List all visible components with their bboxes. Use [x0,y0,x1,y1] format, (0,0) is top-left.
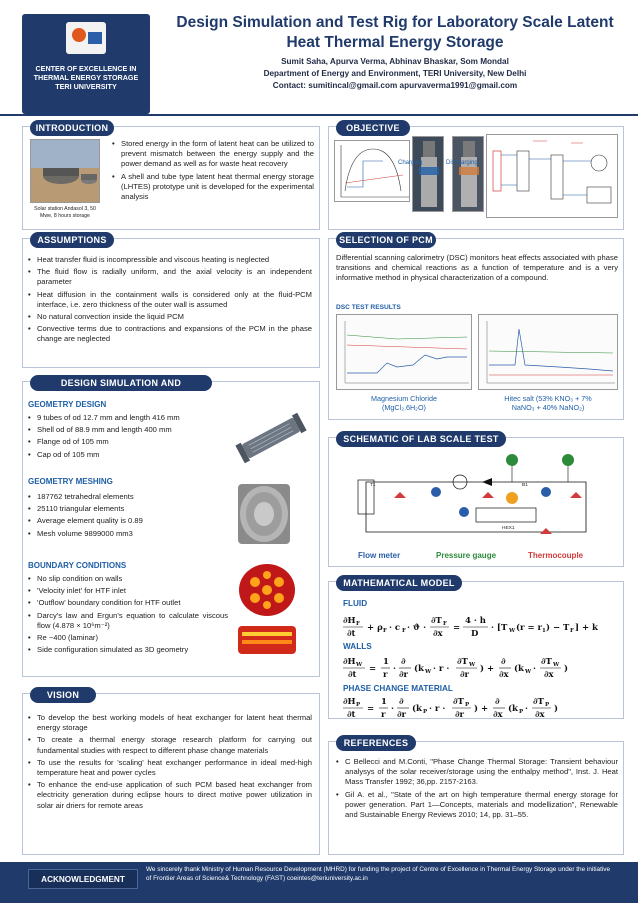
svg-text:r: r [383,670,388,680]
list-item: • No slip condition on walls [28,574,228,584]
svg-text:1: 1 [383,657,389,667]
charging-photo [412,136,444,212]
pcm-label: PHASE CHANGE MATERIAL [343,684,453,693]
list-item: • Shell od of 88.9 mm and length 400 mm [28,425,228,435]
list-item: • Heat diffusion in the containment walls is considered only at the fluid-PCM interface, i.e. zero thickness of the outer wall is assumed [28,290,312,310]
list-item: • Cap od of 105 mm [28,450,228,460]
svg-text:∂: ∂ [399,697,404,707]
list-item: • Flange od of 105 mm [28,437,228,447]
svg-text:P: P [519,709,524,715]
thermocouple-legend-label: Thermocouple [528,551,584,560]
list-item: • To develop the best working models of heat exchanger for latent heat thermal energy storage [28,713,312,733]
contact: Contact: sumitincal@gmail.com apurvaverma1991@gmail.com [272,81,518,90]
svg-text:∂t: ∂t [347,629,356,639]
svg-text:F: F [356,621,360,627]
list-item: • Side configuration simulated as 3D geometry [28,645,228,655]
svg-text:1: 1 [381,697,387,707]
svg-text:P: P [423,709,428,715]
pcm-equation [343,696,613,722]
svg-text:] + k: ] + k [575,623,598,633]
design-heading: DESIGN SIMULATION AND PROTOTYPING [30,375,212,391]
introduction-bullets [112,139,314,204]
svg-text:F: F [402,628,406,634]
svg-text:∂H: ∂H [343,616,356,626]
acknowledgment-label: ACKNOWLEDGMENT [28,869,138,889]
list-item: • To use the results for 'scaling' heat exchanger performance in ideal med-high temperature heat and power cycles [28,758,312,778]
objective-heading: OBJECTIVE [336,120,410,136]
list-item: • Gil A. et al., "State of the art on high temperature thermal energy storage for power generation. Part 1—Concepts, materials and modellization", Renewable and Sustainable Energy Reviews 2010; 14, pp. 31–55. [336,790,618,821]
mesh-render [228,476,300,552]
label-b1: B1 [522,483,528,488]
caption-hitec-line1: Hitec salt (53% KNO₃ + 7% [504,394,592,403]
cfd-renders [232,562,302,662]
svg-text:W: W [425,669,432,675]
org-logo-panel [22,14,150,114]
svg-text:∂r: ∂r [455,710,465,720]
caption-hitec-line2: NaNO₃ + 40% NaNO₂) [511,403,585,413]
list-item: • A shell and tube type latent heat thermal energy storage (LHTES) prototype unit is developed for the experimental analysis [112,172,314,203]
svg-text:): ) [564,664,569,674]
schematic-heading: SCHEMATIC OF LAB SCALE TEST RIG [336,431,506,447]
dsc-chart-mgcl2 [336,314,472,390]
svg-text:·: · [391,704,394,714]
dsc-label: DSC TEST RESULTS [336,304,401,311]
fluid-equation [343,614,613,642]
svg-text:∂: ∂ [501,657,506,667]
org-label: CENTER OF EXCELLENCE IN THERMAL ENERGY STORAGE TERI UNIVERSITY [33,64,139,91]
list-item: • No natural convection inside the liquid PCM [28,312,312,322]
svg-text:∂: ∂ [401,657,406,667]
math-model-heading: MATHEMATICAL MODEL [336,575,462,591]
svg-text:W: W [553,662,560,668]
boundary-heading: BOUNDARY CONDITIONS [28,561,127,570]
geometry-heading: GEOMETRY DESIGN [28,400,107,409]
legend-pressure-gauge [436,551,496,560]
legend-thermocouple [528,551,583,560]
svg-text:· ϑ ·: · ϑ · [407,623,427,633]
svg-text:∂x: ∂x [544,670,554,680]
phase-diagram [334,140,410,202]
references-list [336,757,618,822]
svg-text:W: W [509,628,516,634]
svg-text:∂r: ∂r [397,710,407,720]
label-hex1: HEX1 [502,526,515,531]
assumptions-heading: ASSUMPTIONS [30,232,114,248]
svg-text:F: F [570,628,574,634]
svg-text:=: = [453,623,461,633]
svg-text:·: · [533,664,536,674]
svg-text:∂x: ∂x [493,710,503,720]
svg-text:∂H: ∂H [343,657,356,667]
svg-text:· c: · c [389,623,401,633]
test-rig-diagram [336,452,618,548]
svg-text:· r ·: · r · [433,664,450,674]
list-item: • Stored energy in the form of latent heat can be utilized to prevent mismatch between the energy supply and the power demand as well as for waste heat recovery [112,139,314,170]
list-item: • Re ~400 (laminar) [28,633,228,643]
meshing-heading: GEOMETRY MESHING [28,477,113,486]
list-item: • Average element quality is 0.89 [28,516,228,526]
dsc-chart-hitec [478,314,618,390]
list-item: • 9 tubes of od 12.7 mm and length 416 mm [28,413,228,423]
svg-text:·: · [525,704,528,714]
selection-pcm-heading: SELECTION OF PCM [336,232,436,248]
svg-text:∂T: ∂T [533,697,544,707]
caption-mgcl2-line2: (MgCl₂.6H₂O) [382,403,426,413]
boundary-bullets [28,574,228,657]
walls-equation [343,655,613,683]
svg-text:∂r: ∂r [460,670,470,680]
heat-exchanger-cad [228,410,314,466]
list-item: • To create a thermal energy storage research platform for carrying out fundamental studies with respect to different phase change materials [28,735,312,755]
svg-text:) +: ) + [474,704,489,714]
pressure-gauge-legend-label: Pressure gauge [436,551,497,560]
header-divider [0,114,638,116]
svg-text:W: W [525,669,532,675]
svg-text:P: P [356,702,361,708]
svg-text:F: F [383,628,387,634]
assumptions-bullets [28,255,312,347]
list-item: • Darcy's law and Ergun's equation to calculate viscous flow (4.878 × 10⁶m⁻²) [28,611,228,631]
svg-text:W: W [469,662,476,668]
meshing-bullets [28,492,228,541]
solar-station-photo [30,139,100,203]
svg-text:(k: (k [412,704,422,714]
svg-text:∂t: ∂t [348,670,357,680]
svg-text:· [T: · [T [491,623,508,633]
svg-text:(r = r: (r = r [516,623,543,633]
svg-text:): ) [554,704,559,714]
discharging-label: Discharging [446,160,478,166]
solar-station-caption: Solar station Andasol 3, 50 Mwe, 8 hours storage [34,206,96,219]
svg-text:(k: (k [514,664,524,674]
svg-text:∂T: ∂T [453,697,464,707]
list-item: • 25110 triangular elements [28,504,228,514]
svg-text:=: = [369,664,377,674]
references-heading: REFERENCES [336,735,416,751]
list-item: • 'Outflow' boundary condition for HTF outlet [28,598,228,608]
svg-text:) +: ) + [480,664,495,674]
charging-label: Charging [398,160,423,166]
vision-heading: VISION [30,687,96,703]
svg-text:1: 1 [542,628,546,634]
svg-text:D: D [471,629,479,639]
discharging-photo [452,136,484,212]
list-item: • 'Velocity inlet' for HTF inlet [28,586,228,596]
department: Department of Energy and Environment, TERI University, New Delhi [263,69,527,78]
list-item: • Convective terms due to contractions and expansions of the PCM in the phase change are neglected [28,324,312,344]
svg-text:· r ·: · r · [429,704,446,714]
svg-text:∂H: ∂H [343,697,356,707]
svg-text:·: · [393,664,396,674]
svg-text:) − T: ) − T [546,623,570,633]
svg-text:∂x: ∂x [433,629,443,639]
label-t1: T1 [370,483,376,488]
system-schematic [486,134,618,218]
fluid-label: FLUID [343,599,368,608]
caption-mgcl2-line1: Magnesium Chloride [371,394,437,403]
list-item: • Mesh volume 9899000 mm3 [28,529,228,539]
caption-mgcl2 [336,394,472,413]
list-item: • C Bellecci and M.Conti, "Phase Change Thermal Storage: Transient behaviour analysys of the solar receiver/storage using the enthalpy method", Inst. J. Heat Mass Transfer 1992; 36,pp. 2157-2163. [336,757,618,788]
svg-text:(k: (k [508,704,518,714]
geometry-bullets [28,413,228,462]
caption-hitec [478,394,618,413]
svg-text:∂x: ∂x [535,710,545,720]
introduction-heading: INTRODUCTION [30,120,114,136]
svg-text:∂r: ∂r [399,670,409,680]
svg-text:F: F [443,621,447,627]
svg-text:∂T: ∂T [457,657,468,667]
authors: Sumit Saha, Apurva Verma, Abhinav Bhaskar, Som Mondal [281,57,509,66]
svg-text:W: W [356,662,363,668]
svg-text:r: r [381,710,386,720]
svg-text:4 · h: 4 · h [465,616,486,626]
svg-text:P: P [545,702,550,708]
list-item: • Heat transfer fluid is incompressible and viscous heating is neglected [28,255,312,265]
teri-logo-icon [66,22,106,54]
list-item: • The fluid flow is radially uniform, and the axial velocity is an independent parameter [28,267,312,287]
svg-text:∂T: ∂T [541,657,552,667]
svg-text:∂x: ∂x [499,670,509,680]
svg-text:+ ρ: + ρ [367,623,383,633]
acknowledgment-text: We sincerely thank Ministry of Human Resource Development (MHRD) for funding the project of Centre of Excellence in Thermal Energy Storage under the initiative of Frontier Areas of Science& Technology (FAST) coeintes@teriuniversity.ac.in [146,866,611,882]
vision-bullets [28,713,312,813]
author-block [160,56,630,92]
svg-text:∂: ∂ [495,697,500,707]
svg-text:∂T: ∂T [431,616,442,626]
poster-title: Design Simulation and Test Rig for Laboratory Scale Latent Heat Thermal Energy Storage [176,14,614,51]
flow-meter-legend-label: Flow meter [358,551,401,560]
svg-text:=: = [367,704,375,714]
svg-text:∂t: ∂t [347,710,356,720]
svg-text:P: P [465,702,470,708]
legend-flow-meter [358,551,400,560]
list-item: • To enhance the end-use application of such PCM based heat exchanger from electricity generation during eclipse hours to direct motive power utilization in solar air driers for remote areas [28,780,312,811]
selection-pcm-text: Differential scanning calorimetry (DSC) monitors heat effects associated with phase transitions and chemical reactions as a function of temperature and is a very informative method in physical characterization of a compound. [336,253,618,283]
walls-label: WALLS [343,642,372,651]
list-item: • 187762 tetrahedral elements [28,492,228,502]
svg-text:(k: (k [414,664,424,674]
